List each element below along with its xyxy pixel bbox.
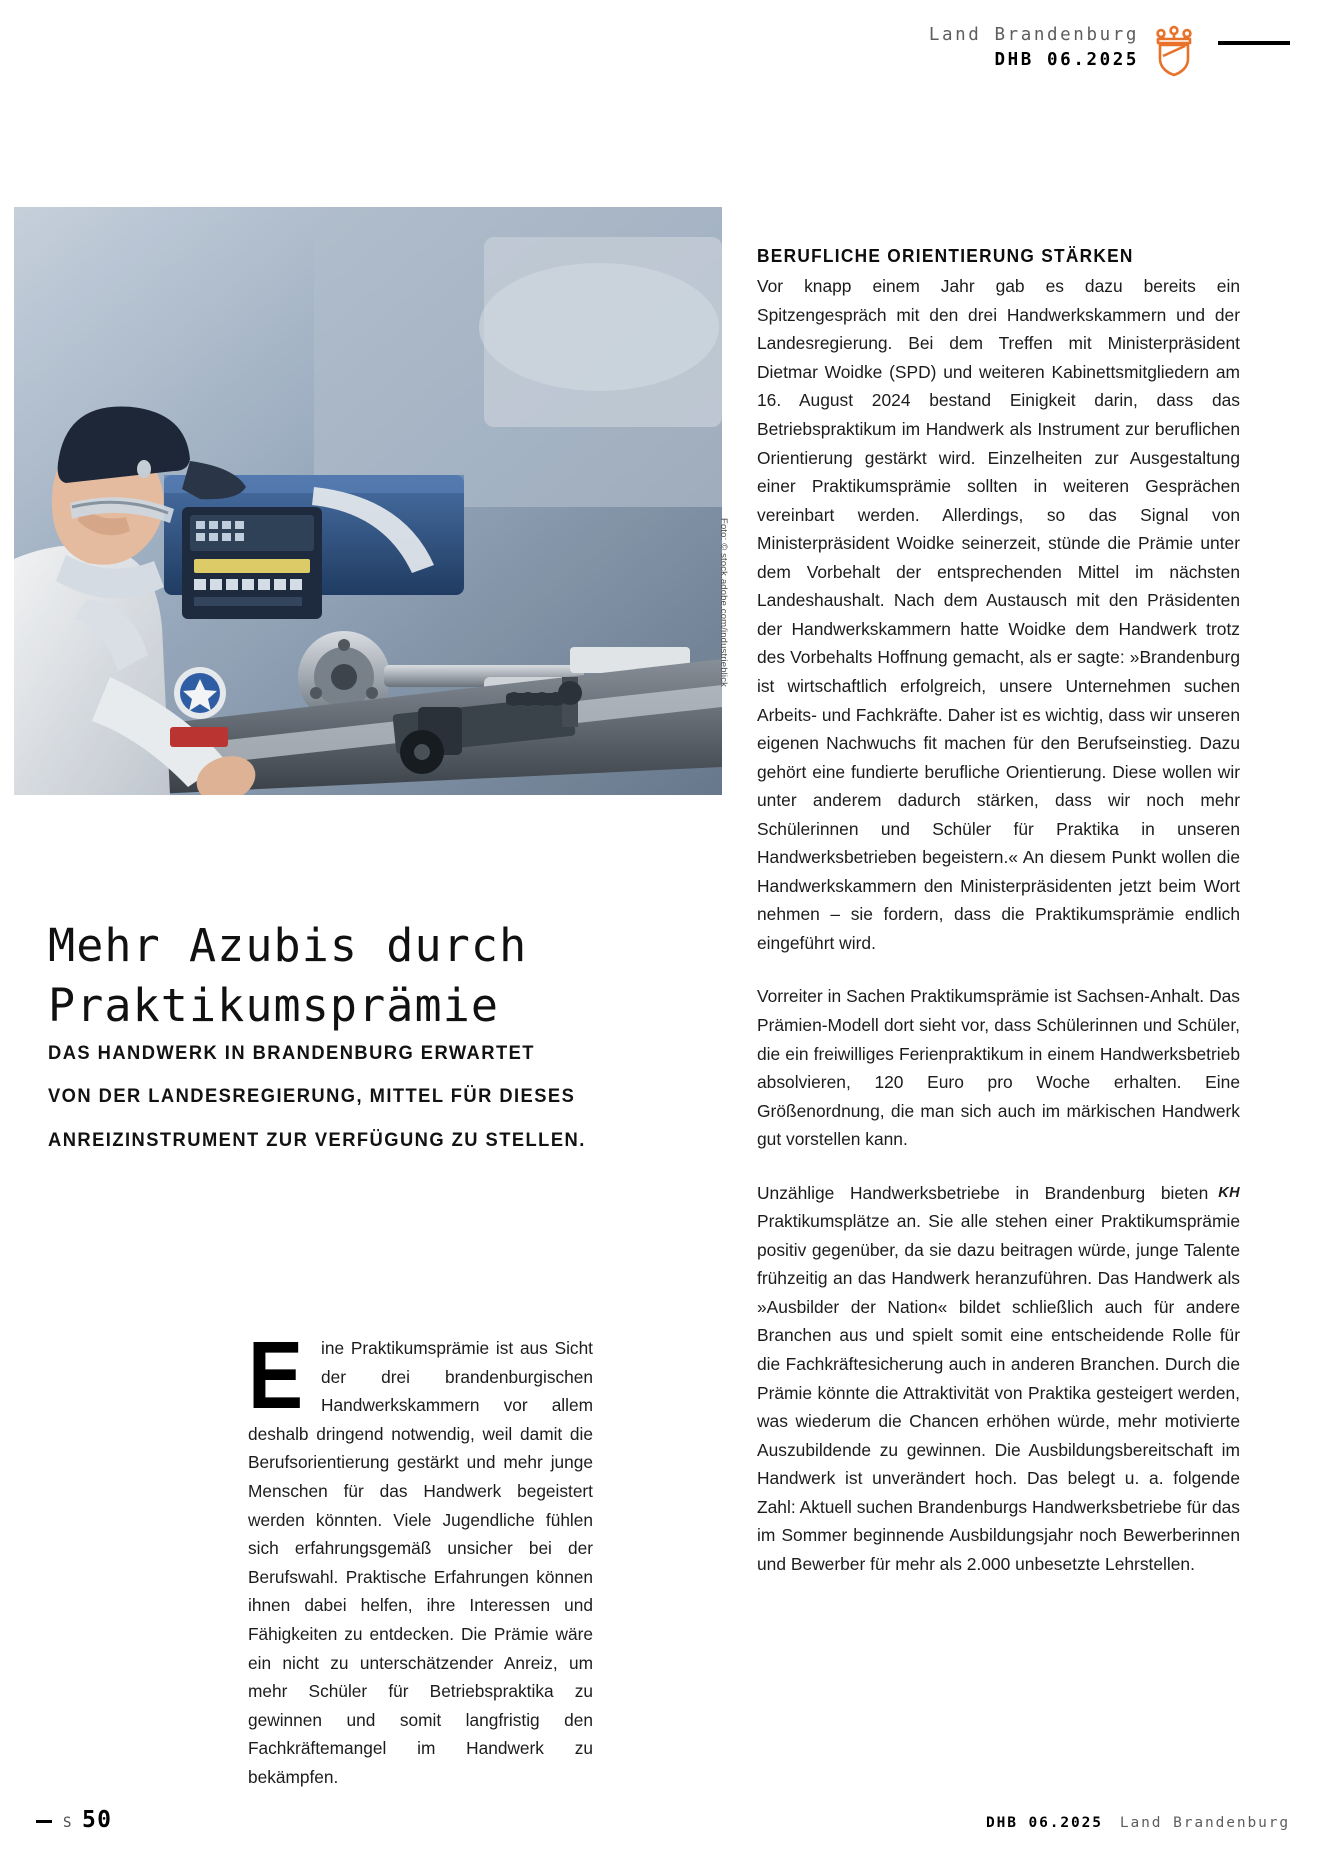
subheadline: [48, 1032, 688, 1162]
footer-issue-label: DHB 06.2025: [985, 1815, 1103, 1831]
right-column-paragraph-3-text: Unzählige Handwerksbetriebe in Brandenburg bieten Praktikumsplätze an. Sie alle stehen einer Praktikumsprämie positiv gegenüber, da sie dazu beitragen würde, junge Talente frühzeitig an das Handwerk heranzuführen. Das Handwerk als »Ausbilder der Nation« bildet schließlich auch für andere Branchen aus und spielt somit eine entscheidende Rolle für die Fachkräftesicherung auch in anderen Branchen. Durch die Prämie könnte die Attraktivität von Praktika gesteigert werden, was wiederum die Chancen erhöhen würde, mehr motivierte Auszubildende zu gewinnen. Die Ausbildungsbereitschaft im Handwerk ist unverändert hoch. Das belegt u. a. folgende Zahl: Aktuell suchen Brandenburgs Handwerksbetriebe für das im Sommer beginnende Ausbildungsjahr noch Bewerberinnen und Bewerber für mehr als 2.000 unbesetzte Lehrstellen.: [757, 1182, 1240, 1574]
footer-page-number: 50: [82, 1807, 113, 1833]
brandenburg-crown-shield-icon: [1152, 25, 1196, 77]
article-body-right-column: [757, 243, 1240, 1578]
photo-illustration: [14, 207, 722, 795]
footer-land-label: Land Brandenburg: [1119, 1815, 1290, 1831]
header-issue-label: DHB 06.2025: [994, 49, 1139, 70]
headline-line-1: Mehr Azubis durch: [48, 919, 528, 973]
footer-left: [36, 1807, 112, 1833]
header-rule: [1218, 41, 1290, 45]
article-photo: [14, 207, 722, 795]
subheadline-line-2: VON DER LANDESREGIERUNG, MITTEL FÜR DIESES: [48, 1085, 576, 1108]
page-header: [929, 22, 1290, 77]
header-land-label: Land Brandenburg: [928, 25, 1139, 45]
footer-section-letter: S: [63, 1815, 74, 1831]
article-body-left-column: [248, 1322, 593, 1792]
subheadline-line-1: DAS HANDWERK IN BRANDENBURG ERWARTET: [48, 1042, 535, 1064]
right-column-paragraph-1: Vor knapp einem Jahr gab es dazu bereits ein Spitzengespräch mit den drei Handwerkskammern und der Landesregierung. Bei dem Treffen mit Ministerpräsident Dietmar Woidke (SPD) und weiteren Kabinettsmitgliedern am 16. August 2024 bestand Einigkeit darin, dass das Betriebspraktikum im Handwerk als Instrument zur beruflichen Orientierung gestärkt wird. Einzelheiten zur Ausgestaltung einer Praktikumsprämie sollten in weiteren Gesprächen vereinbart werden. Allerdings, so das Signal von Ministerpräsident Woidke seinerzeit, stünde die Prämie unter dem Vorbehalt der entsprechenden Mittel im nächsten Landeshaushalt. Nach dem Austausch mit den Präsidenten der Handwerkskammern hatte Woidke dem Handwerk trotz des Vorbehalts Hoffnung gemacht, als er sagte: »Brandenburg ist wirtschaftlich erfolgreich, unsere Unternehmen suchen Arbeits- und Fachkräfte. Daher ist es wichtig, dass wir unseren eigenen Nachwuchs fit machen für den Berufseinstieg. Dazu gehört eine fundierte berufliche Orientierung. Diese wollen wir unter anderem dadurch stärken, dass wir noch mehr Schülerinnen und Schüler für Praktika in unseren Handwerksbetrieben begeistern.« An diesem Punkt wollen die Handwerkskammern den Ministerpräsidenten jetzt beim Wort nehmen – sie fordern, dass die Praktikumsprämie endlich eingeführt wird.: [757, 276, 1240, 953]
header-text-block: [929, 22, 1139, 73]
left-column-text: ine Praktikumsprämie ist aus Sicht der drei brandenburgischen Handwerkskammern vor allem deshalb dringend notwendig, weil damit die Berufsorientierung gestärkt und mehr junge Menschen für das Handwerk begeistert werden könnten. Viele Jugendliche fühlen sich erfahrungsgemäß unsicher bei der Berufswahl. Praktische Erfahrungen können ihnen dabei helfen, ihre Interessen und Fähigkeiten zu entdecken. Die Prämie wäre ein nicht zu unterschätzender Anreiz, um mehr Schüler für Betriebspraktika zu gewinnen und somit langfristig den Fachkräftemangel im Handwerk zu bekämpfen.: [248, 1338, 593, 1787]
right-column-paragraph-3: [757, 1179, 1240, 1579]
footer-right: [986, 1815, 1290, 1831]
author-byline: KH: [1218, 1184, 1240, 1201]
left-column-paragraph: [248, 1322, 593, 1792]
photo-credit: Foto: © stock.adobe.com/industrieblick: [718, 518, 729, 687]
page-title: [48, 916, 668, 1036]
section-kicker: BERUFLICHE ORIENTIERUNG STÄRKEN: [757, 246, 1134, 266]
right-column-paragraph-2: Vorreiter in Sachen Praktikumsprämie ist Sachsen-Anhalt. Das Prämien-Modell dort sieht vor, dass Schülerinnen und Schüler, die ein freiwilliges Ferienpraktikum in einem Handwerksbetrieb absolvieren, 120 Euro pro Woche erhalten. Eine Größenordnung, die man sich auch im märkischen Handwerk gut vorstellen kann.: [757, 986, 1240, 1150]
footer-dash-icon: [36, 1820, 52, 1823]
subheadline-line-3: ANREIZINSTRUMENT ZUR VERFÜGUNG ZU STELLEN.: [48, 1128, 586, 1151]
drop-cap: E: [248, 1322, 304, 1429]
headline-line-2: Praktikumsprämie: [48, 978, 500, 1032]
